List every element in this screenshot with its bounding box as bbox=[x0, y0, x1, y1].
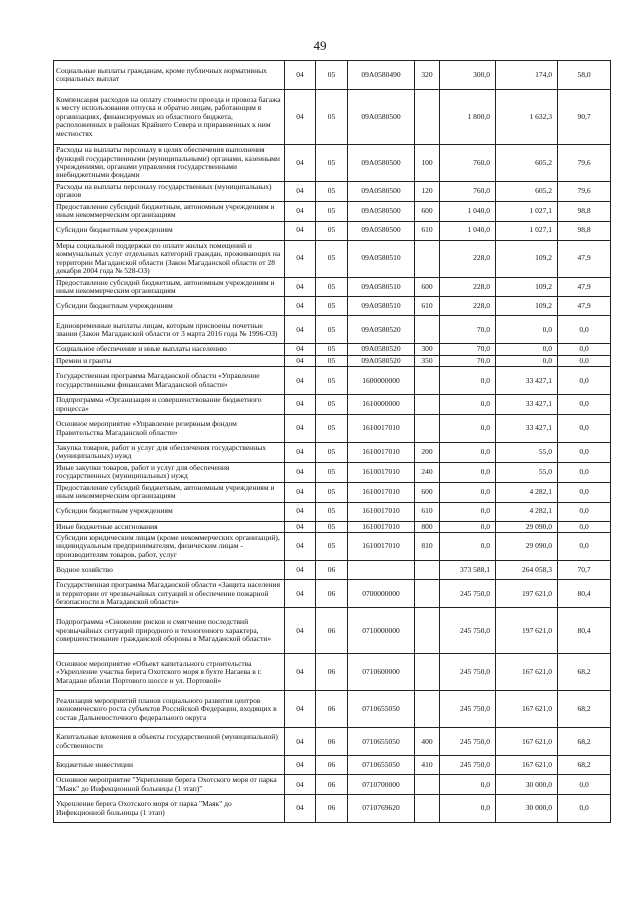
row-target-article: 1610017010 bbox=[348, 415, 415, 443]
row-subsection-code: 05 bbox=[316, 201, 348, 221]
row-name-cell: Субсидии бюджетным учреждениям bbox=[54, 221, 285, 240]
table-row bbox=[54, 580, 611, 608]
row-subsection-code: 05 bbox=[316, 182, 348, 202]
row-planned-amount: 760,0 bbox=[440, 182, 496, 202]
row-expense-type bbox=[415, 240, 440, 277]
row-name-cell: Социальное обеспечение и иные выплаты населению bbox=[54, 344, 285, 355]
row-execution-percent: 0,0 bbox=[558, 502, 611, 521]
row-name-cell: Подпрограмма «Организация и совершенствование бюджетного процесса» bbox=[54, 395, 285, 415]
row-target-article bbox=[348, 561, 415, 580]
row-target-article: 0710000000 bbox=[348, 608, 415, 654]
table-row bbox=[54, 395, 611, 415]
table-row bbox=[54, 221, 611, 240]
row-target-article: 0710769620 bbox=[348, 795, 415, 823]
row-section-code: 04 bbox=[285, 145, 316, 182]
row-subsection-code: 05 bbox=[316, 521, 348, 532]
row-expense-type: 610 bbox=[415, 221, 440, 240]
row-expense-type: 410 bbox=[415, 756, 440, 775]
row-target-article: 0710700000 bbox=[348, 775, 415, 795]
row-actual-amount: 1 632,3 bbox=[496, 90, 558, 145]
row-target-article: 1610017010 bbox=[348, 502, 415, 521]
row-expense-type: 100 bbox=[415, 145, 440, 182]
table-row bbox=[54, 277, 611, 297]
row-planned-amount: 0,0 bbox=[440, 521, 496, 532]
row-subsection-code: 05 bbox=[316, 395, 348, 415]
row-name-cell: Субсидии бюджетным учреждениям bbox=[54, 502, 285, 521]
row-target-article: 09А0580500 bbox=[348, 201, 415, 221]
row-target-article: 09А0580500 bbox=[348, 145, 415, 182]
row-execution-percent: 47,9 bbox=[558, 297, 611, 316]
row-subsection-code: 06 bbox=[316, 608, 348, 654]
table-row bbox=[54, 355, 611, 366]
row-planned-amount: 228,0 bbox=[440, 277, 496, 297]
row-section-code: 04 bbox=[285, 277, 316, 297]
row-execution-percent: 0,0 bbox=[558, 344, 611, 355]
row-expense-type bbox=[415, 415, 440, 443]
row-target-article: 1610017010 bbox=[348, 532, 415, 560]
table-body bbox=[54, 61, 611, 823]
row-target-article: 09А0580500 bbox=[348, 182, 415, 202]
row-actual-amount: 605,2 bbox=[496, 182, 558, 202]
row-actual-amount: 30 000,0 bbox=[496, 795, 558, 823]
row-section-code: 04 bbox=[285, 775, 316, 795]
row-section-code: 04 bbox=[285, 395, 316, 415]
row-section-code: 04 bbox=[285, 608, 316, 654]
row-actual-amount: 109,2 bbox=[496, 277, 558, 297]
row-name-cell: Укрепление берега Охотского моря от парка "Маяк" до Инфекционной больницы (1 этап) bbox=[54, 795, 285, 823]
row-section-code: 04 bbox=[285, 502, 316, 521]
row-subsection-code: 05 bbox=[316, 415, 348, 443]
row-target-article: 1610017010 bbox=[348, 462, 415, 482]
page-number: 49 bbox=[313, 38, 327, 53]
row-target-article: 09А0580520 bbox=[348, 344, 415, 355]
table-row bbox=[54, 240, 611, 277]
row-expense-type: 320 bbox=[415, 61, 440, 90]
row-name-cell: Подпрограмма «Снижение рисков и смягчение последствий чрезвычайных ситуаций природного и техногенного характера, совершенствование гражданской обороны в Магаданской области» bbox=[54, 608, 285, 654]
row-section-code: 04 bbox=[285, 443, 316, 463]
row-name-cell: Основное мероприятие «Объект капитального строительства «Укрепление участка берега Охотского моря в бухте Нагаева в г. Магадане вблизи Портового шоссе и ул. Портовой» bbox=[54, 654, 285, 691]
row-execution-percent: 0,0 bbox=[558, 395, 611, 415]
row-subsection-code: 05 bbox=[316, 443, 348, 463]
row-actual-amount: 1 027,1 bbox=[496, 221, 558, 240]
row-planned-amount: 70,0 bbox=[440, 344, 496, 355]
row-section-code: 04 bbox=[285, 240, 316, 277]
row-name-cell: Единовременные выплаты лицам, которым присвоены почетные звания (Закон Магаданской области от 3 марта 2016 года № 1996-ОЗ) bbox=[54, 316, 285, 344]
row-expense-type: 300 bbox=[415, 344, 440, 355]
row-actual-amount: 167 621,0 bbox=[496, 728, 558, 756]
row-actual-amount: 4 282,1 bbox=[496, 502, 558, 521]
row-name-cell: Основное мероприятие «Управление резервным фондом Правительства Магаданской области» bbox=[54, 415, 285, 443]
row-name-cell: Субсидии бюджетным учреждениям bbox=[54, 297, 285, 316]
row-expense-type bbox=[415, 654, 440, 691]
row-target-article: 1610017010 bbox=[348, 482, 415, 502]
row-execution-percent: 58,0 bbox=[558, 61, 611, 90]
table-row bbox=[54, 795, 611, 823]
row-expense-type: 350 bbox=[415, 355, 440, 366]
table-row bbox=[54, 201, 611, 221]
row-actual-amount: 33 427,1 bbox=[496, 395, 558, 415]
row-planned-amount: 1 040,0 bbox=[440, 201, 496, 221]
row-section-code: 04 bbox=[285, 795, 316, 823]
table-row bbox=[54, 532, 611, 560]
table-row bbox=[54, 61, 611, 90]
row-planned-amount: 70,0 bbox=[440, 316, 496, 344]
row-planned-amount: 228,0 bbox=[440, 297, 496, 316]
row-execution-percent: 0,0 bbox=[558, 532, 611, 560]
table-row bbox=[54, 367, 611, 395]
row-name-cell: Социальные выплаты гражданам, кроме публичных нормативных социальных выплат bbox=[54, 61, 285, 90]
row-planned-amount: 245 750,0 bbox=[440, 608, 496, 654]
row-subsection-code: 05 bbox=[316, 367, 348, 395]
row-name-cell: Государственная программа Магаданской области «Защита населения и территории от чрезвычайных ситуаций и обеспечение пожарной безопасности в Магаданской области» bbox=[54, 580, 285, 608]
row-planned-amount: 760,0 bbox=[440, 145, 496, 182]
row-section-code: 04 bbox=[285, 221, 316, 240]
row-execution-percent: 98,8 bbox=[558, 221, 611, 240]
row-planned-amount: 0,0 bbox=[440, 502, 496, 521]
row-section-code: 04 bbox=[285, 462, 316, 482]
row-target-article: 0710655050 bbox=[348, 728, 415, 756]
table-row bbox=[54, 145, 611, 182]
row-execution-percent: 79,6 bbox=[558, 145, 611, 182]
row-planned-amount: 1 800,0 bbox=[440, 90, 496, 145]
row-planned-amount: 1 040,0 bbox=[440, 221, 496, 240]
table-row bbox=[54, 344, 611, 355]
row-actual-amount: 605,2 bbox=[496, 145, 558, 182]
row-target-article: 1600000000 bbox=[348, 367, 415, 395]
row-planned-amount: 0,0 bbox=[440, 415, 496, 443]
table-row bbox=[54, 502, 611, 521]
row-actual-amount: 264 058,3 bbox=[496, 561, 558, 580]
row-planned-amount: 0,0 bbox=[440, 462, 496, 482]
row-target-article: 09А0580510 bbox=[348, 277, 415, 297]
row-execution-percent: 0,0 bbox=[558, 775, 611, 795]
row-planned-amount: 0,0 bbox=[440, 532, 496, 560]
row-actual-amount: 29 090,0 bbox=[496, 532, 558, 560]
row-actual-amount: 167 621,0 bbox=[496, 654, 558, 691]
row-planned-amount: 245 750,0 bbox=[440, 691, 496, 728]
row-section-code: 04 bbox=[285, 344, 316, 355]
row-name-cell: Основное мероприятие "Укрепление берега Охотского моря от парка "Маяк" до Инфекционной больницы (1 этап)" bbox=[54, 775, 285, 795]
row-subsection-code: 05 bbox=[316, 502, 348, 521]
row-target-article: 0710655050 bbox=[348, 691, 415, 728]
row-subsection-code: 05 bbox=[316, 482, 348, 502]
row-section-code: 04 bbox=[285, 367, 316, 395]
row-name-cell: Бюджетные инвестиции bbox=[54, 756, 285, 775]
row-planned-amount: 0,0 bbox=[440, 795, 496, 823]
row-planned-amount: 0,0 bbox=[440, 443, 496, 463]
table-row bbox=[54, 182, 611, 202]
row-section-code: 04 bbox=[285, 182, 316, 202]
row-planned-amount: 300,0 bbox=[440, 61, 496, 90]
row-name-cell: Водное хозяйство bbox=[54, 561, 285, 580]
row-section-code: 04 bbox=[285, 532, 316, 560]
row-name-cell: Меры социальной поддержки по оплате жилых помещений и коммунальных услуг отдельных категорий граждан, проживающих на территории Магаданской области (Закон Магаданской области от 28 декабря 2004 года № 528-ОЗ) bbox=[54, 240, 285, 277]
row-subsection-code: 05 bbox=[316, 221, 348, 240]
row-name-cell: Реализация мероприятий планов социального развития центров экономического роста субъектов Российской Федерации, входящих в состав Дальневосточного федерального округа bbox=[54, 691, 285, 728]
row-expense-type bbox=[415, 608, 440, 654]
table-row bbox=[54, 297, 611, 316]
table-row bbox=[54, 608, 611, 654]
row-execution-percent: 80,4 bbox=[558, 608, 611, 654]
row-subsection-code: 05 bbox=[316, 145, 348, 182]
table-row bbox=[54, 728, 611, 756]
row-section-code: 04 bbox=[285, 415, 316, 443]
row-expense-type bbox=[415, 580, 440, 608]
row-subsection-code: 05 bbox=[316, 297, 348, 316]
row-target-article: 09А0580510 bbox=[348, 297, 415, 316]
row-planned-amount: 70,0 bbox=[440, 355, 496, 366]
row-expense-type bbox=[415, 395, 440, 415]
row-subsection-code: 05 bbox=[316, 462, 348, 482]
table-row bbox=[54, 691, 611, 728]
row-section-code: 04 bbox=[285, 355, 316, 366]
row-name-cell: Закупка товаров, работ и услуг для обеспечения государственных (муниципальных) нужд bbox=[54, 443, 285, 463]
row-section-code: 04 bbox=[285, 756, 316, 775]
row-actual-amount: 109,2 bbox=[496, 297, 558, 316]
row-actual-amount: 174,0 bbox=[496, 61, 558, 90]
row-name-cell: Иные бюджетные ассигнования bbox=[54, 521, 285, 532]
row-execution-percent: 90,7 bbox=[558, 90, 611, 145]
row-target-article: 09А0580520 bbox=[348, 355, 415, 366]
row-planned-amount: 245 750,0 bbox=[440, 728, 496, 756]
row-actual-amount: 33 427,1 bbox=[496, 415, 558, 443]
row-section-code: 04 bbox=[285, 521, 316, 532]
row-planned-amount: 373 588,1 bbox=[440, 561, 496, 580]
row-execution-percent: 0,0 bbox=[558, 795, 611, 823]
row-expense-type: 800 bbox=[415, 521, 440, 532]
row-subsection-code: 05 bbox=[316, 532, 348, 560]
row-expense-type bbox=[415, 691, 440, 728]
row-subsection-code: 06 bbox=[316, 561, 348, 580]
table-row bbox=[54, 654, 611, 691]
row-name-cell: Премии и гранты bbox=[54, 355, 285, 366]
row-name-cell: Иные закупки товаров, работ и услуг для обеспечения государственных (муниципальных) нужд bbox=[54, 462, 285, 482]
row-subsection-code: 06 bbox=[316, 795, 348, 823]
row-name-cell: Субсидии юридическим лицам (кроме некоммерческих организаций), индивидуальным предпринимателям, физическим лицам - производителям товаров, работ, услуг bbox=[54, 532, 285, 560]
row-subsection-code: 06 bbox=[316, 691, 348, 728]
table-row bbox=[54, 521, 611, 532]
row-execution-percent: 68,2 bbox=[558, 756, 611, 775]
row-expense-type: 600 bbox=[415, 277, 440, 297]
row-planned-amount: 245 750,0 bbox=[440, 580, 496, 608]
row-target-article: 0700000000 bbox=[348, 580, 415, 608]
row-expense-type bbox=[415, 90, 440, 145]
row-name-cell: Расходы на выплаты персоналу государственных (муниципальных) органов bbox=[54, 182, 285, 202]
row-target-article: 09А0580490 bbox=[348, 61, 415, 90]
row-actual-amount: 55,0 bbox=[496, 443, 558, 463]
row-execution-percent: 0,0 bbox=[558, 521, 611, 532]
row-subsection-code: 05 bbox=[316, 61, 348, 90]
row-section-code: 04 bbox=[285, 580, 316, 608]
table-row bbox=[54, 462, 611, 482]
budget-table bbox=[53, 60, 611, 823]
row-section-code: 04 bbox=[285, 561, 316, 580]
row-target-article: 0710655050 bbox=[348, 756, 415, 775]
row-expense-type bbox=[415, 795, 440, 823]
row-expense-type: 120 bbox=[415, 182, 440, 202]
row-execution-percent: 47,9 bbox=[558, 277, 611, 297]
row-execution-percent: 98,8 bbox=[558, 201, 611, 221]
row-actual-amount: 109,2 bbox=[496, 240, 558, 277]
row-actual-amount: 1 027,1 bbox=[496, 201, 558, 221]
row-execution-percent: 79,6 bbox=[558, 182, 611, 202]
row-expense-type: 200 bbox=[415, 443, 440, 463]
row-subsection-code: 05 bbox=[316, 316, 348, 344]
row-execution-percent: 80,4 bbox=[558, 580, 611, 608]
row-target-article: 09А0580500 bbox=[348, 221, 415, 240]
row-subsection-code: 05 bbox=[316, 240, 348, 277]
row-expense-type bbox=[415, 367, 440, 395]
table-row bbox=[54, 561, 611, 580]
row-target-article: 09А0580510 bbox=[348, 240, 415, 277]
row-expense-type: 610 bbox=[415, 502, 440, 521]
row-planned-amount: 245 750,0 bbox=[440, 654, 496, 691]
row-target-article: 0710600000 bbox=[348, 654, 415, 691]
row-actual-amount: 167 621,0 bbox=[496, 756, 558, 775]
table-row bbox=[54, 90, 611, 145]
row-section-code: 04 bbox=[285, 691, 316, 728]
row-name-cell: Расходы на выплаты персоналу в целях обеспечения выполнения функций государственными (муниципальными) органами, казенными учреждениями, органами управления государственными внебюджетными фондами bbox=[54, 145, 285, 182]
row-expense-type: 400 bbox=[415, 728, 440, 756]
row-expense-type: 240 bbox=[415, 462, 440, 482]
row-actual-amount: 55,0 bbox=[496, 462, 558, 482]
row-execution-percent: 0,0 bbox=[558, 482, 611, 502]
row-execution-percent: 68,2 bbox=[558, 654, 611, 691]
row-section-code: 04 bbox=[285, 90, 316, 145]
row-subsection-code: 06 bbox=[316, 654, 348, 691]
row-actual-amount: 0,0 bbox=[496, 344, 558, 355]
row-planned-amount: 228,0 bbox=[440, 240, 496, 277]
row-execution-percent: 70,7 bbox=[558, 561, 611, 580]
table-row bbox=[54, 482, 611, 502]
row-planned-amount: 0,0 bbox=[440, 395, 496, 415]
row-section-code: 04 bbox=[285, 482, 316, 502]
row-execution-percent: 47,9 bbox=[558, 240, 611, 277]
row-target-article: 1610017010 bbox=[348, 443, 415, 463]
row-target-article: 09А0580520 bbox=[348, 316, 415, 344]
row-subsection-code: 06 bbox=[316, 756, 348, 775]
row-actual-amount: 29 090,0 bbox=[496, 521, 558, 532]
row-target-article: 09А0580500 bbox=[348, 90, 415, 145]
row-execution-percent: 0,0 bbox=[558, 316, 611, 344]
row-name-cell: Государственная программа Магаданской области «Управление государственными финансами Магаданской области» bbox=[54, 367, 285, 395]
row-actual-amount: 167 621,0 bbox=[496, 691, 558, 728]
row-expense-type bbox=[415, 316, 440, 344]
row-actual-amount: 4 282,1 bbox=[496, 482, 558, 502]
row-execution-percent: 68,2 bbox=[558, 728, 611, 756]
row-name-cell: Предоставление субсидий бюджетным, автономным учреждениям и иным некоммерческим организациям bbox=[54, 482, 285, 502]
row-section-code: 04 bbox=[285, 654, 316, 691]
row-execution-percent: 68,2 bbox=[558, 691, 611, 728]
row-actual-amount: 0,0 bbox=[496, 316, 558, 344]
row-actual-amount: 30 000,0 bbox=[496, 775, 558, 795]
row-name-cell: Предоставление субсидий бюджетным, автономным учреждениям и иным некоммерческим организациям bbox=[54, 277, 285, 297]
row-actual-amount: 197 621,0 bbox=[496, 608, 558, 654]
row-target-article: 1610000000 bbox=[348, 395, 415, 415]
row-subsection-code: 06 bbox=[316, 775, 348, 795]
row-section-code: 04 bbox=[285, 316, 316, 344]
row-planned-amount: 0,0 bbox=[440, 367, 496, 395]
row-expense-type bbox=[415, 561, 440, 580]
row-target-article: 1610017010 bbox=[348, 521, 415, 532]
row-execution-percent: 0,0 bbox=[558, 367, 611, 395]
table-row bbox=[54, 443, 611, 463]
row-planned-amount: 0,0 bbox=[440, 482, 496, 502]
row-planned-amount: 0,0 bbox=[440, 775, 496, 795]
row-section-code: 04 bbox=[285, 61, 316, 90]
row-subsection-code: 05 bbox=[316, 355, 348, 366]
row-expense-type: 810 bbox=[415, 532, 440, 560]
row-actual-amount: 33 427,1 bbox=[496, 367, 558, 395]
row-name-cell: Капитальные вложения в объекты государственной (муниципальной) собственности bbox=[54, 728, 285, 756]
row-subsection-code: 06 bbox=[316, 580, 348, 608]
table-row bbox=[54, 415, 611, 443]
row-expense-type: 600 bbox=[415, 482, 440, 502]
row-subsection-code: 05 bbox=[316, 90, 348, 145]
row-subsection-code: 05 bbox=[316, 344, 348, 355]
row-planned-amount: 245 750,0 bbox=[440, 756, 496, 775]
row-expense-type bbox=[415, 775, 440, 795]
row-execution-percent: 0,0 bbox=[558, 443, 611, 463]
row-subsection-code: 06 bbox=[316, 728, 348, 756]
row-section-code: 04 bbox=[285, 297, 316, 316]
row-actual-amount: 197 621,0 bbox=[496, 580, 558, 608]
row-execution-percent: 0,0 bbox=[558, 415, 611, 443]
row-execution-percent: 0,0 bbox=[558, 462, 611, 482]
table-row bbox=[54, 775, 611, 795]
row-section-code: 04 bbox=[285, 201, 316, 221]
row-expense-type: 600 bbox=[415, 201, 440, 221]
row-execution-percent: 0,0 bbox=[558, 355, 611, 366]
row-name-cell: Компенсация расходов на оплату стоимости проезда и провоза багажа к месту использования отпуска и обратно лицам, работающим в организациях, финансируемых из областного бюджета, расположенных в районах Крайнего Севера и приравненных к ним местностях bbox=[54, 90, 285, 145]
row-expense-type: 610 bbox=[415, 297, 440, 316]
table-row bbox=[54, 316, 611, 344]
row-subsection-code: 05 bbox=[316, 277, 348, 297]
row-name-cell: Предоставление субсидий бюджетным, автономным учреждениям и иным некоммерческим организациям bbox=[54, 201, 285, 221]
row-actual-amount: 0,0 bbox=[496, 355, 558, 366]
row-section-code: 04 bbox=[285, 728, 316, 756]
table-row bbox=[54, 756, 611, 775]
